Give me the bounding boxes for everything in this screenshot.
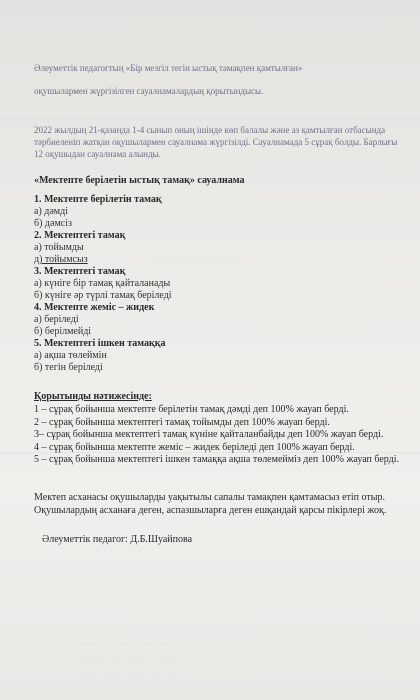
- answer-1b: б) дәмсіз: [34, 218, 72, 229]
- result-5: 5 – сұрақ бойынша мектептегі ішкен тамаққа ақша төлемейміз деп 100% жауап берді.: [34, 454, 399, 465]
- question-4: 4. Мектепте жеміс – жидек: [34, 302, 155, 313]
- answer-1a: а) дәмді: [34, 206, 68, 217]
- answer-5a: а) ақша төлеймін: [34, 350, 107, 361]
- bleed-through-text: ········· ······· ········ ··· ······: [80, 654, 176, 663]
- signature-line: Әлеуметтік педагог: Д.Б.Шуайпова: [42, 533, 193, 545]
- result-3: 3– сұрақ бойынша мектептегі тамақ күніне қайталанбайды деп 100% жауап берді.: [34, 429, 384, 440]
- conclusion-paragraph: Мектеп асханасы оқушыларды уақытылы сапалы тамақпен қамтамасыз етіп отыр. Оқушылардың асханаға деген, аспазшыларға деген ешқандай қарсы пікірлері жоқ.: [34, 491, 387, 516]
- question-2: 2. Мектептегі тамақ: [34, 230, 126, 241]
- answer-5b: б) тегін беріледі: [34, 362, 103, 373]
- intro-paragraph: 2022 жылдың 21-қазанда 1-4 сынып оның ішінде көп балалы және аз қамтылған отбасында тәрбиеленіп жатқан оқушылармен сауалнама жүргізілді. Сауалнамада 5 сұрақ болды. Барлығы 12 оқушыдан сауалнама алынды.: [34, 125, 398, 159]
- question-list: [34, 194, 406, 374]
- paper-fold: [0, 452, 420, 453]
- answer-3b: б) күніге әр түрлі тамақ беріледі: [34, 290, 172, 301]
- result-1: 1 – сұрақ бойынша мектепте берілетін тамақ дәмді деп 100% жауап берді.: [34, 404, 349, 415]
- bleed-through-text: ······ ········ ········· ······· ····: [80, 668, 179, 677]
- question-3: 3. Мектептегі тамақ: [34, 266, 126, 277]
- result-2: 2 – сұрақ бойынша мектептегі тамақ тойымды деп 100% жауап берді.: [34, 416, 330, 428]
- answer-3a: а) күніге бір тамақ қайталанады: [34, 278, 171, 289]
- answer-2b: д) тойымсыз: [34, 254, 88, 265]
- bleed-through-text: ········ ·········· ·······: [230, 324, 301, 333]
- results-title: Қорытынды нәтижесінде:: [34, 391, 152, 402]
- bleed-through-text: ········ ··· ········ ······· ···· ·····: [80, 640, 184, 649]
- answer-4a: а) беріледі: [34, 314, 79, 325]
- question-1: 1. Мектепте берілетін тамақ: [34, 194, 162, 205]
- bleed-through-text: ········ ··········· ·········: [150, 268, 229, 277]
- bleed-through-text: ··· ········ ··· ········ ··········: [150, 256, 244, 265]
- question-5: 5. Мектептегі ішкен тамаққа: [34, 338, 166, 349]
- survey-title: «Мектепте берілетін ыстық тамақ» сауалнама: [34, 175, 245, 186]
- bleed-through-text: ········ ··· ········ ········: [230, 312, 308, 321]
- header-line-2: оқушылармен жүргізілген сауалнамалардың қорытындысы.: [34, 86, 264, 96]
- paper-fold: [0, 118, 420, 119]
- answer-2a: а) тойымды: [34, 242, 84, 253]
- result-4: 4 – сұрақ бойынша мектепте жеміс – жидек беріледі деп 100% жауап берді.: [34, 441, 355, 453]
- header-line-1: Әлеуметтік педагогтың «Бір мезгіл тегін ыстық тамақпен қамтылған»: [34, 63, 303, 73]
- answer-4b: б) берілмейді: [34, 326, 92, 337]
